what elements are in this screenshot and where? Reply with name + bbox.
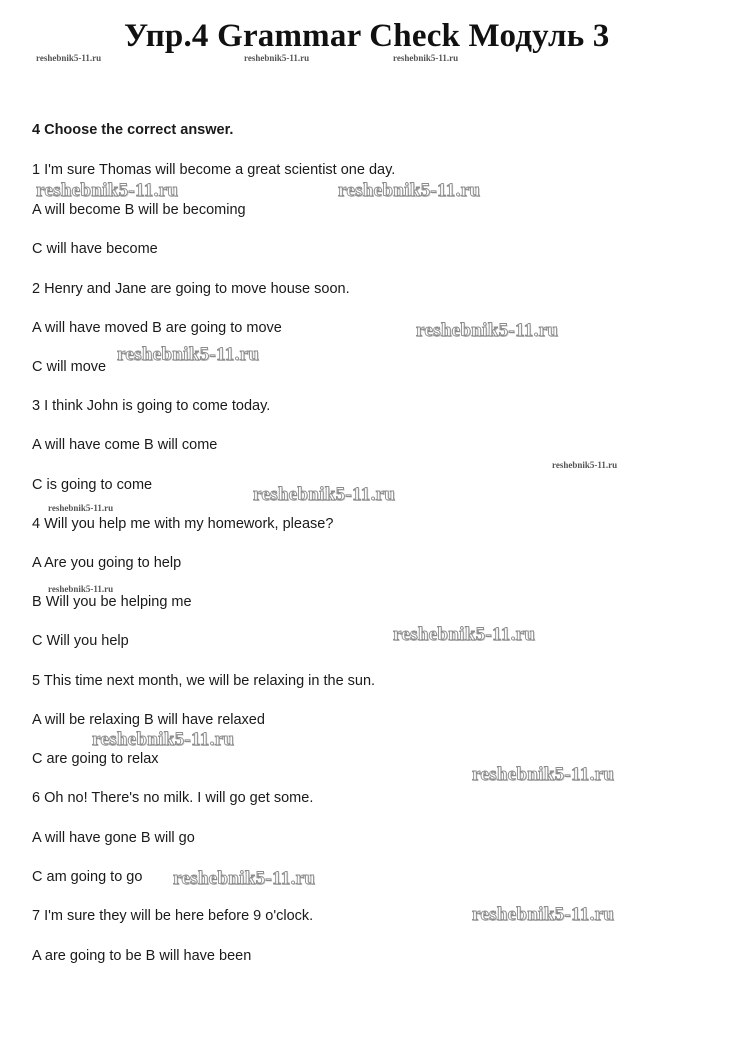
watermark: reshebnik5-11.ru (416, 320, 559, 341)
page-title: Упр.4 Grammar Check Модуль 3 (124, 18, 610, 54)
question-5: 5 This time next month, we will be relaxing in the sun. (32, 673, 376, 689)
question-1: 1 I'm sure Thomas will become a great scientist one day. (32, 162, 396, 178)
answer-options: A will have gone B will go (32, 830, 195, 846)
answer-options: A will be relaxing B will have relaxed (32, 712, 265, 728)
watermark: reshebnik5-11.ru (393, 624, 536, 645)
question-6: 6 Oh no! There's no milk. I will go get some. (32, 790, 314, 806)
watermark-small: reshebnik5-11.ru (48, 503, 114, 513)
watermark: reshebnik5-11.ru (117, 344, 260, 365)
answer-option: C am going to go (32, 869, 143, 885)
watermark-small: reshebnik5-11.ru (48, 584, 114, 594)
answer-option: C will have become (32, 241, 158, 257)
watermark-small: reshebnik5-11.ru (36, 53, 102, 63)
watermark-small: reshebnik5-11.ru (552, 460, 618, 470)
watermark: reshebnik5-11.ru (173, 868, 316, 889)
answer-option: B Will you be helping me (32, 594, 192, 610)
watermark: reshebnik5-11.ru (36, 180, 179, 201)
question-2: 2 Henry and Jane are going to move house soon. (32, 281, 350, 297)
answer-option: A Are you going to help (32, 555, 182, 571)
answer-option: C Will you help (32, 633, 129, 649)
answer-option: C will move (32, 359, 107, 375)
question-3: 3 I think John is going to come today. (32, 398, 271, 414)
watermark: reshebnik5-11.ru (92, 729, 235, 750)
answer-options: A will have come B will come (32, 437, 218, 453)
answer-options: A will become B will be becoming (32, 202, 246, 218)
watermark: reshebnik5-11.ru (472, 764, 615, 785)
question-7: 7 I'm sure they will be here before 9 o'clock. (32, 908, 314, 924)
watermark: reshebnik5-11.ru (338, 180, 481, 201)
answer-option: C is going to come (32, 477, 153, 493)
question-4: 4 Will you help me with my homework, please? (32, 516, 334, 532)
answer-options: A are going to be B will have been (32, 948, 252, 964)
watermark-small: reshebnik5-11.ru (244, 53, 310, 63)
watermark: reshebnik5-11.ru (253, 484, 396, 505)
answer-option: C are going to relax (32, 751, 159, 767)
instruction: 4 Choose the correct answer. (32, 122, 234, 138)
answer-options: A will have moved B are going to move (32, 320, 282, 336)
watermark-small: reshebnik5-11.ru (393, 53, 459, 63)
watermark: reshebnik5-11.ru (472, 904, 615, 925)
